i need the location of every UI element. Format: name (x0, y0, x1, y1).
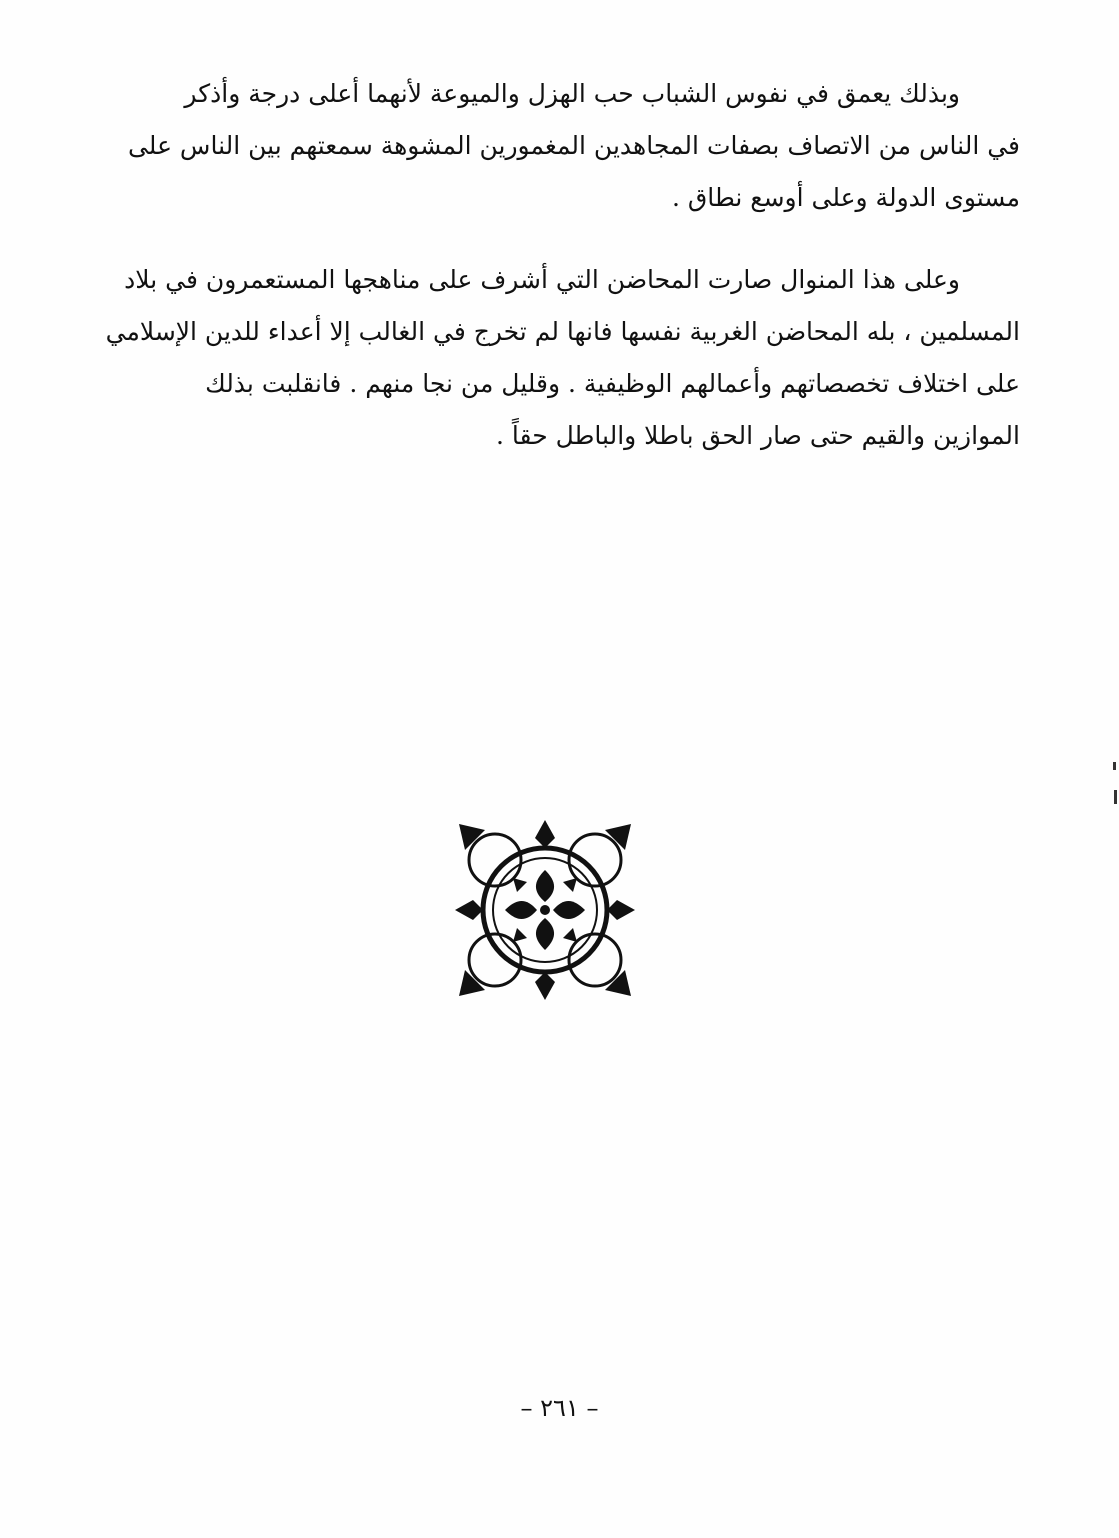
arabesque-ornament-icon (455, 820, 635, 1000)
paragraph-line: في الناس من الاتصاف بصفات المجاهدين المغمورين المشوهة سمعتهم بين الناس على (127, 131, 1020, 160)
paragraph-line: على اختلاف تخصصاتهم وأعمالهم الوظيفية . وقليل من نجا منهم . فانقلبت بذلك (205, 369, 1020, 398)
paragraph-line: وعلى هذا المنوال صارت المحاضن التي أشرف على مناهجها المستعمرون في بلاد (124, 265, 960, 294)
paragraph-1 (100, 68, 1020, 224)
scan-margin-mark (1113, 762, 1116, 770)
paragraph-line: وبذلك يعمق في نفوس الشباب حب الهزل والميوعة لأنهما أعلى درجة وأذكر (184, 79, 960, 108)
paragraph-line: الموازين والقيم حتى صار الحق باطلا والباطل حقاً . (496, 421, 1020, 450)
scan-margin-mark (1114, 790, 1117, 804)
paragraph-line: المسلمين ، بله المحاضن الغربية نفسها فانها لم تخرج في الغالب إلا أعداء للدين الإسلامي (105, 317, 1020, 346)
paragraph-line: مستوى الدولة وعلى أوسع نطاق . (671, 183, 1020, 212)
paragraph-2 (100, 254, 1020, 462)
page-number: – ٢٦١ – (520, 1394, 599, 1422)
